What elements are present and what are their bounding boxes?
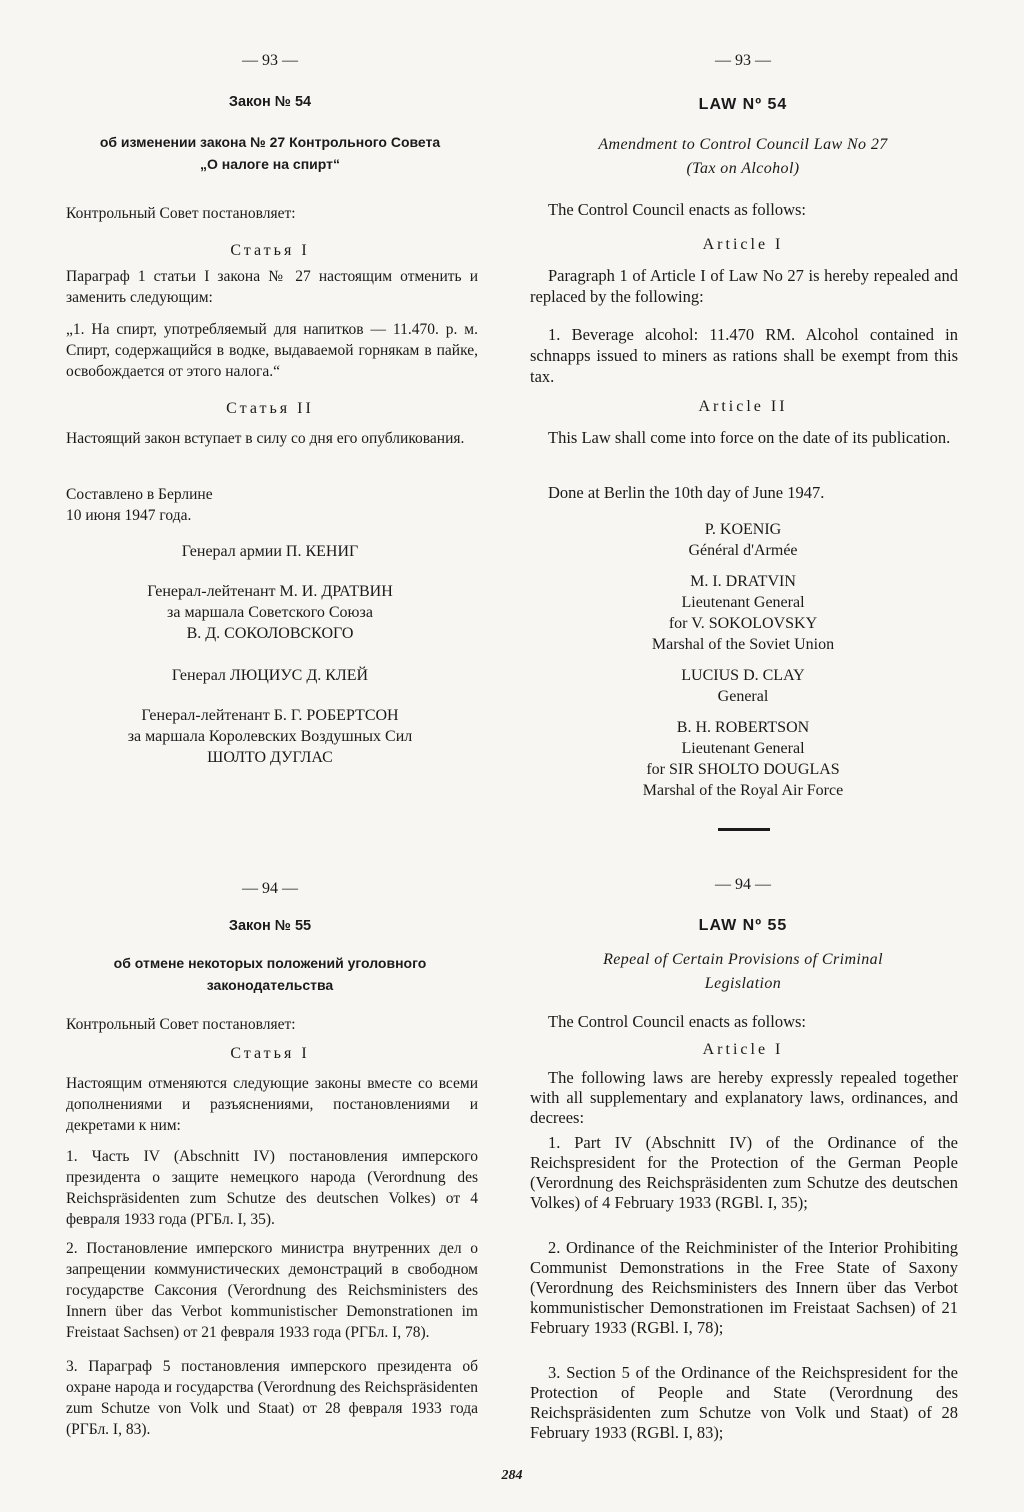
law-55-item-2-en: 2. Ordinance of the Reichminister of the Interior Prohibiting Communist Demonstrations in the Free State of Saxony (Verordnung des Reichsministers des Innern über das Verbot kommunistischer Demonstrationen im Freistaat Sachsen) of 21 February 1933 (RGBl. I, 78); <box>530 1238 958 1337</box>
law-54-subtitle-en <box>528 133 958 181</box>
signature-dratvin-en <box>528 571 958 655</box>
signature-dratvin-line3-en: for V. SOKOLOVSKY <box>668 615 818 632</box>
signature-dratvin-line4-en: Marshal of the Soviet Union <box>651 636 835 653</box>
law-55-subtitle-line1-ru: об отмене некоторых положений уголовного <box>113 955 427 971</box>
signature-dratvin-line2-en: Lieutenant General <box>681 594 805 611</box>
signature-koenig-en <box>528 519 958 561</box>
law-54-article-2-text-ru: Настоящий закон вступает в силу со дня его опубликования. <box>66 430 465 447</box>
law-54-title-ru: Закон № 54 <box>228 94 312 110</box>
page-number-94-en: — 94 — <box>715 876 771 893</box>
law-55-title-ru: Закон № 55 <box>228 918 312 934</box>
law-54-article-1-quote-en: 1. Beverage alcohol: 11.470 RM. Alcohol contained in schnapps issued to miners as rations shall be exempt from this tax. <box>530 325 958 386</box>
law-54-title-en: LAW Nº 54 <box>698 96 788 113</box>
page-number-93-en: — 93 — <box>715 52 771 69</box>
signature-robertson-line1-ru: Генерал-лейтенант Б. Г. РОБЕРТСОН <box>141 707 399 724</box>
law-55-article-1-text-ru: Настоящим отменяются следующие законы вместе со всеми дополнениями и разъяснениями, постановлениями и декретами к ним: <box>66 1075 478 1134</box>
law-55-item-2-ru: 2. Постановление имперского министра внутренних дел о запрещении коммунистических демонстраций в свободном государстве Саксония (Verordnung des Reichsministers des Innern über das Verbot kommunistischer Demonstrationen im Freistaat Sachsen) от 21 февраля 1933 года (РГБл. I, 78). <box>66 1240 478 1341</box>
law-55-subtitle-line1-en: Repeal of Certain Provisions of Criminal <box>603 951 883 968</box>
law-55-subtitle-en <box>528 948 958 996</box>
signature-robertson-line3-ru: ШОЛТО ДУГЛАС <box>207 749 333 766</box>
law-55-item-1-en: 1. Part IV (Abschnitt IV) of the Ordinance of the Reichspresident for the Protection of the German People (Verordnung des Reichspräsidenten zum Schutze des deutschen Volkes) of 4 February 1933 (RGBl. I, 35); <box>530 1133 958 1212</box>
law-55-intro-ru: Контрольный Совет постановляет: <box>66 1016 296 1033</box>
law-55-item-3-ru: 3. Параграф 5 постановления имперского президента об охране народа и государства (Verordnung des Reichspräsidenten zum Schutze von Volk und Staat) от 28 февраля 1933 года (РГБл. I, 83). <box>66 1358 478 1438</box>
law-54-article-2-heading-ru: Статья II <box>226 400 314 417</box>
law-55-intro-en: The Control Council enacts as follows: <box>548 1012 806 1031</box>
law-54-subtitle-line2-en: (Tax on Alcohol) <box>686 160 800 177</box>
law-54-subtitle-line1-en: Amendment to Control Council Law No 27 <box>598 136 888 153</box>
signature-robertson-line2-ru: за маршала Королевских Воздушных Сил <box>127 728 413 745</box>
law-54-article-1-quote-ru: „1. На спирт, употребляемый для напитков — 11.470. р. м. Спирт, содержащийся в водке, выдаваемой горнякам в пайке, освобождается от этого налога.“ <box>66 321 478 380</box>
law-54-article-2-text-en: This Law shall come into force on the date of its publication. <box>548 428 951 447</box>
signature-dratvin-line2-ru: за маршала Советского Союза <box>167 604 373 621</box>
law-55-article-1-heading-ru: Статья I <box>230 1045 310 1062</box>
law-54-article-1-text-en: Paragraph 1 of Article I of Law No 27 is hereby repealed and replaced by the following: <box>530 266 958 306</box>
law-54-subtitle-line1-ru: об изменении закона № 27 Контрольного Совета <box>99 134 441 150</box>
signature-robertson-line1-en: B. H. ROBERTSON <box>676 719 810 736</box>
law-54-article-1-heading-ru: Статья I <box>230 242 310 259</box>
signature-dratvin-line3-ru: В. Д. СОКОЛОВСКОГО <box>186 625 354 642</box>
law-55-subtitle-line2-ru: законодательства <box>206 977 334 993</box>
signature-koenig-ru: Генерал армии П. КЕНИГ <box>181 543 359 560</box>
section-divider-rule <box>718 828 770 831</box>
signature-clay-en <box>528 665 958 707</box>
signature-robertson-line2-en: Lieutenant General <box>681 740 805 757</box>
page-number-93-ru: — 93 — <box>242 52 298 69</box>
law-55-title-en: LAW Nº 55 <box>698 917 788 934</box>
law-54-subtitle-ru <box>60 131 480 175</box>
signature-dratvin-ru <box>60 581 480 644</box>
law-54-subtitle-line2-ru: „О налоге на спирт“ <box>200 156 340 172</box>
law-54-done-date-ru: 10 июня 1947 года. <box>66 507 192 524</box>
signature-clay-line2-en: General <box>717 688 769 705</box>
law-54-article-2-heading-en: Article II <box>698 398 788 415</box>
law-55-subtitle-ru <box>60 952 480 996</box>
signature-clay-line1-en: LUCIUS D. CLAY <box>681 667 805 684</box>
signature-robertson-line3-en: for SIR SHOLTO DOUGLAS <box>646 761 840 778</box>
law-54-done-en: Done at Berlin the 10th day of June 1947. <box>548 483 825 502</box>
signature-dratvin-line1-ru: Генерал-лейтенант М. И. ДРАТВИН <box>147 583 393 600</box>
law-55-article-1-heading-en: Article I <box>702 1041 784 1058</box>
signature-dratvin-line1-en: M. I. DRATVIN <box>690 573 796 590</box>
law-54-done-place-ru: Составлено в Берлине <box>66 486 213 503</box>
law-55-article-1-text-en: The following laws are hereby expressly repealed together with all supplementary and explanatory laws, ordinances, and decrees: <box>530 1068 958 1127</box>
law-55-item-1-ru: 1. Часть IV (Abschnitt IV) постановления имперского президента о защите немецкого народа (Verordnung des Reichspräsidenten zum Schutze des deutschen Volkes) от 4 февраля 1933 года (РГБл. I, 35). <box>66 1148 478 1228</box>
signature-clay-ru: Генерал ЛЮЦИУС Д. КЛЕЙ <box>171 667 369 684</box>
footer-page-number: 284 <box>501 1468 523 1483</box>
law-55-subtitle-line2-en: Legislation <box>704 975 782 992</box>
signature-robertson-line4-en: Marshal of the Royal Air Force <box>642 782 844 799</box>
signature-robertson-en <box>528 717 958 801</box>
signature-koenig-line1-en: P. KOENIG <box>704 521 782 538</box>
law-55-item-3-en: 3. Section 5 of the Ordinance of the Reichspresident for the Protection of People and State (Verordnung des Reichspräsidenten zum Schutze von Volk und Staat) of 28 February 1933 (RGBl. I, 83); <box>530 1363 958 1442</box>
law-54-intro-ru: Контрольный Совет постановляет: <box>66 205 296 222</box>
page-number-94-ru: — 94 — <box>242 880 298 897</box>
law-54-done-ru <box>66 484 478 526</box>
signature-koenig-line2-en: Général d'Armée <box>688 542 798 559</box>
law-54-article-1-text-ru: Параграф 1 статьи I закона № 27 настоящим отменить и заменить следующим: <box>66 268 478 306</box>
law-54-article-1-heading-en: Article I <box>702 236 784 253</box>
signature-robertson-ru <box>60 705 480 768</box>
law-54-intro-en: The Control Council enacts as follows: <box>548 200 806 219</box>
